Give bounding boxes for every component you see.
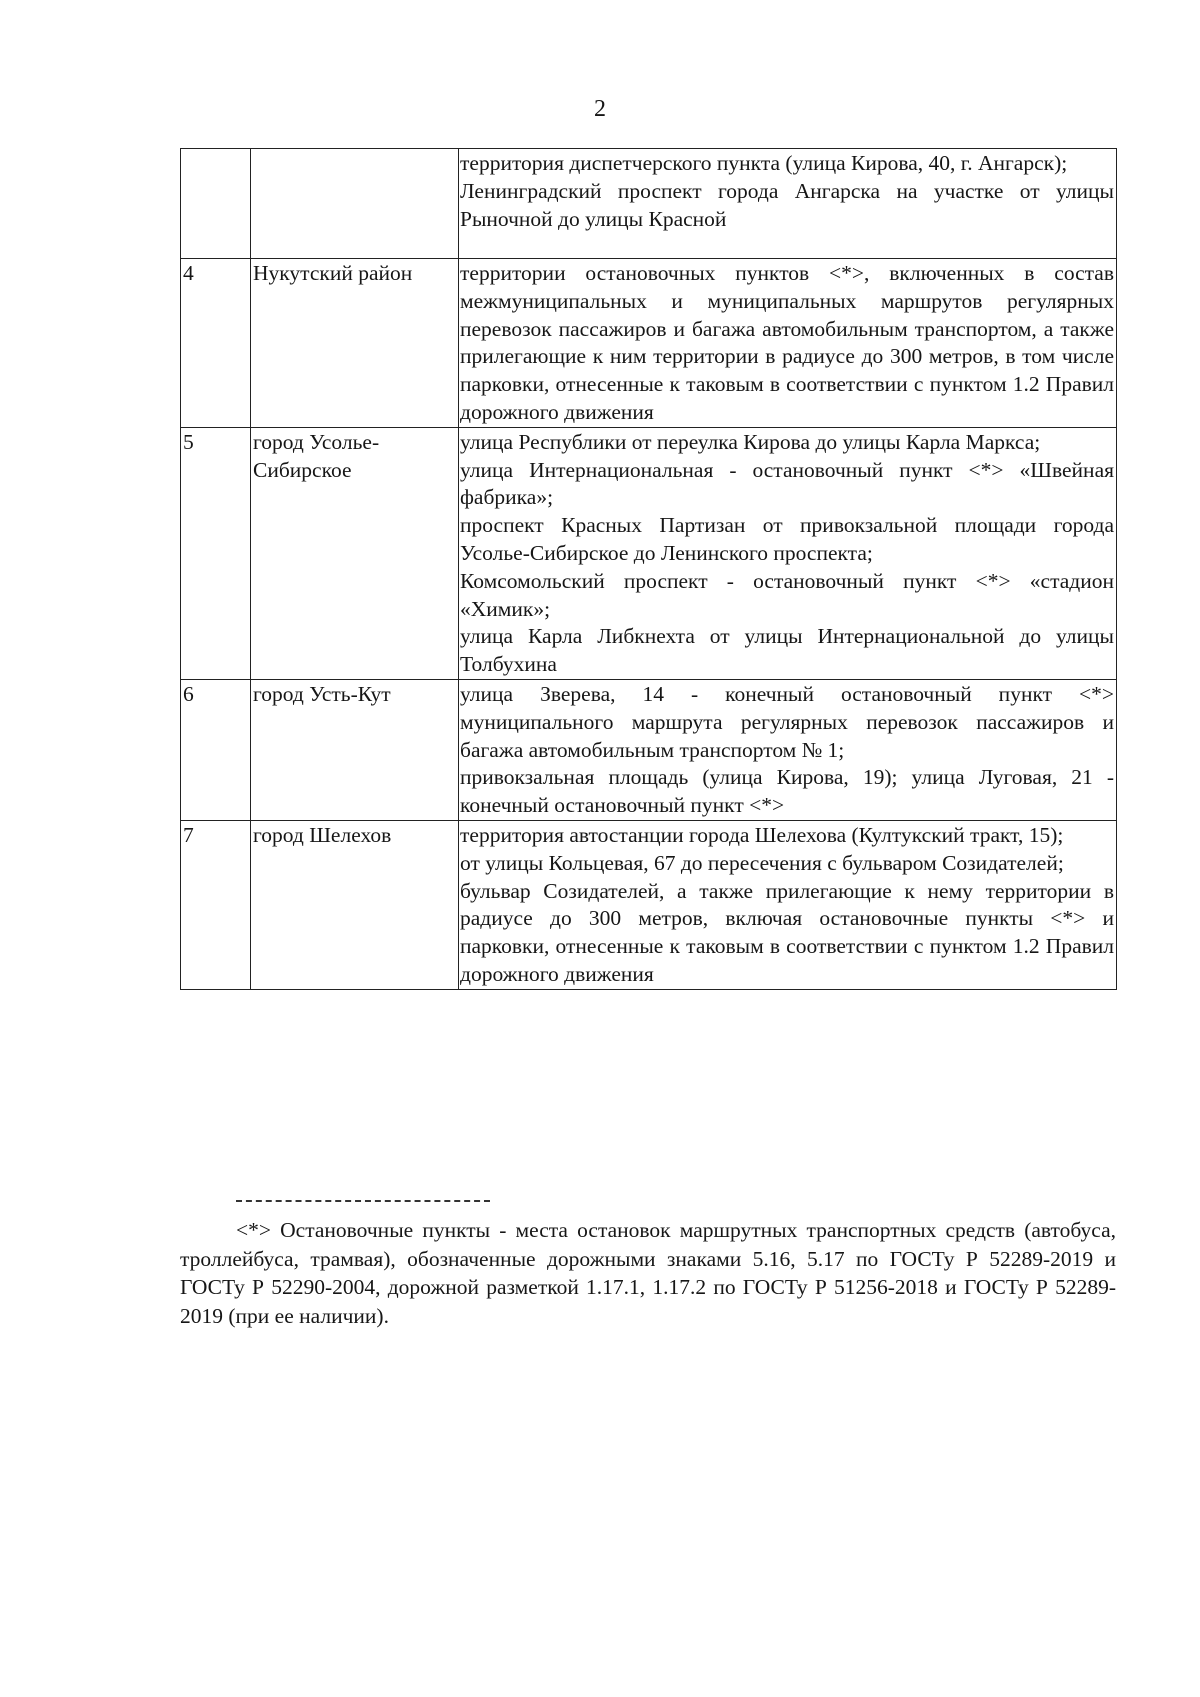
row-number-cell: 5: [181, 427, 251, 679]
table-row: [181, 427, 1117, 679]
table-row: [181, 259, 1117, 428]
territory-description-cell: [459, 149, 1117, 259]
territory-name-cell: Нукутский район: [251, 259, 459, 428]
territory-description-cell: [459, 679, 1117, 820]
row-number-cell: 6: [181, 679, 251, 820]
description-item: территория диспетчерского пункта (улица Кирова, 40, г. Ангарск);: [460, 151, 1068, 175]
description-item: Ленинградский проспект города Ангарска на участке от улицы Рыночной до улицы Красной: [460, 178, 1114, 231]
description-item: Комсомольский проспект - остановочный пункт <*> «стадион «Химик»;: [460, 568, 1114, 621]
footnote: <*> Остановочные пункты - места остановок маршрутных транспортных средств (автобуса, троллейбуса, трамвая), обозначенные дорожными знаками 5.16, 5.17 по ГОСТу Р 52289-2019 и ГОСТу Р 52290-2004, дорожной разметкой 1.17.1, 1.17.2 по ГОСТу Р 51256-2018 и ГОСТу Р 52289-2019 (при ее наличии).: [180, 1218, 1116, 1328]
description-item: привокзальная площадь (улица Кирова, 19); улица Луговая, 21 - конечный остановочный пункт <*>: [460, 765, 1114, 818]
territory-name-cell: город Шелехов: [251, 820, 459, 989]
row-number-cell: [181, 149, 251, 259]
description-item: бульвар Созидателей, а также прилегающие к нему территории в радиусе до 300 метров, включая остановочные пункты <*> и парковки, отнесенные к таковым в соответствии с пунктом 1.2 Правил дорожного движения: [460, 878, 1114, 986]
description-item: улица Карла Либкнехта от улицы Интернациональной до улицы Толбухина: [460, 624, 1114, 677]
row-number-cell: 4: [181, 259, 251, 428]
territory-description-cell: [459, 259, 1117, 428]
table-row: [181, 149, 1117, 259]
page-number: 2: [594, 96, 606, 122]
row-number-cell: 7: [181, 820, 251, 989]
table-row: [181, 820, 1117, 989]
description-item: от улицы Кольцевая, 67 до пересечения с бульваром Созидателей;: [460, 850, 1064, 875]
table-row: [181, 679, 1117, 820]
description-item: улица Интернациональная - остановочный пункт <*> «Швейная фабрика»;: [460, 457, 1114, 510]
territory-description-cell: [459, 427, 1117, 679]
description-item: улица Зверева, 14 - конечный остановочный пункт <*> муниципального маршрута регулярных перевозок пассажиров и багажа автомобильным транспортом № 1;: [460, 681, 1114, 762]
description-item: улица Республики от переулка Кирова до улицы Карла Маркса;: [460, 429, 1041, 454]
territory-description-cell: [459, 820, 1117, 989]
footnote-separator: [236, 1200, 490, 1202]
description-item: проспект Красных Партизан от привокзальной площади города Усолье-Сибирское до Ленинского проспекта;: [460, 513, 1114, 565]
territory-name-cell: город Усть-Кут: [251, 679, 459, 820]
territory-name-cell: город Усолье-Сибирское: [251, 427, 459, 679]
description-item: территории остановочных пунктов <*>, включенных в состав межмуниципальных и муниципальных маршрутов регулярных перевозок пассажиров и багажа автомобильным транспортом, а также прилегающие к ним территории в радиусе до 300 метров, в том числе парковки, отнесенные к таковым в соответствии с пунктом 1.2 Правил дорожного движения: [460, 261, 1114, 424]
territories-table: [180, 148, 1117, 990]
description-item: территория автостанции города Шелехова (Култукский тракт, 15);: [460, 822, 1064, 847]
territory-name-cell: [251, 149, 459, 259]
